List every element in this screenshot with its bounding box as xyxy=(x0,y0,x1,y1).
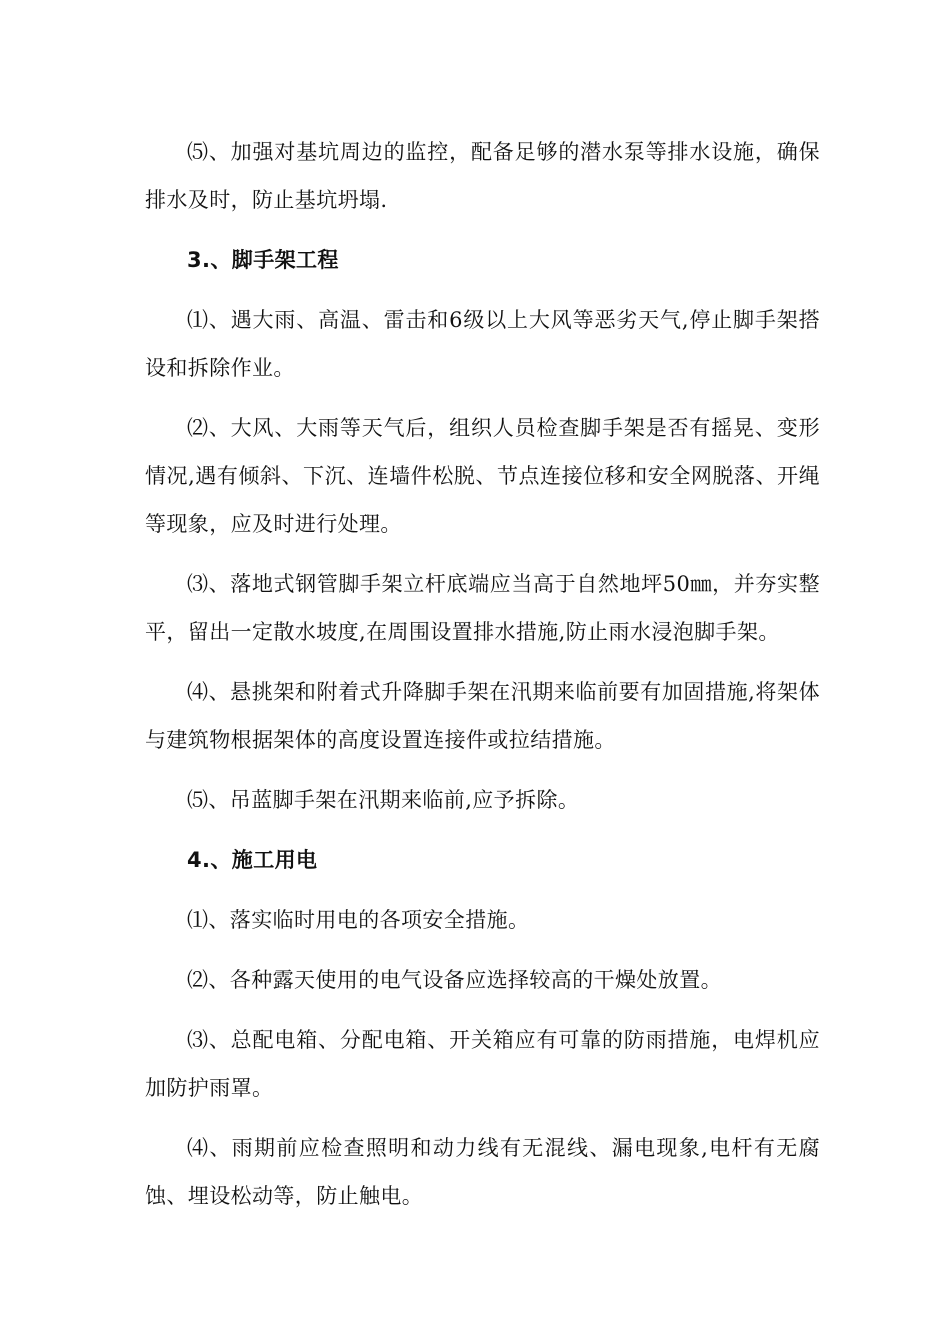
paragraph-distribution-boxes: ⑶、总配电箱、分配电箱、开关箱应有可靠的防雨措施，电焊机应加防护雨罩。 xyxy=(145,1028,820,1100)
paragraph-scaffold-inspection: ⑵、大风、大雨等天气后，组织人员检查脚手架是否有摇晃、变形情况,遇有倾斜、下沉、连墙件松脱、节点连接位移和安全网脱落、开绳等现象，应及时进行处理。 xyxy=(145,416,820,536)
paragraph-hanging-scaffold: ⑸、吊蓝脚手架在汛期来临前,应予拆除。 xyxy=(187,788,580,812)
paragraph-scaffold-reinforcement: ⑷、悬挑架和附着式升降脚手架在汛期来临前要有加固措施,将架体与建筑物根据架体的高度设置连接件或拉结措施。 xyxy=(145,680,820,752)
section-heading-scaffolding: 3.、脚手架工程 xyxy=(187,248,339,272)
document-body xyxy=(145,128,820,1232)
paragraph-electric-safety: ⑴、落实临时用电的各项安全措施。 xyxy=(187,908,530,932)
section-heading-electricity: 4.、施工用电 xyxy=(187,848,318,872)
paragraph-scaffold-foundation: ⑶、落地式钢管脚手架立杆底端应当高于自然地坪50㎜，并夯实整平，留出一定散水坡度,在周围设置排水措施,防止雨水浸泡脚手架。 xyxy=(145,572,820,644)
paragraph-outdoor-equipment: ⑵、各种露天使用的电气设备应选择较高的干燥处放置。 xyxy=(187,968,722,992)
paragraph-pit-monitoring: ⑸、加强对基坑周边的监控，配备足够的潜水泵等排水设施，确保排水及时，防止基坑坍塌. xyxy=(145,140,820,212)
paragraph-line-inspection: ⑷、雨期前应检查照明和动力线有无混线、漏电现象,电杆有无腐蚀、埋设松动等，防止触电。 xyxy=(145,1136,820,1208)
paragraph-scaffold-bad-weather: ⑴、遇大雨、高温、雷击和6级以上大风等恶劣天气,停止脚手架搭设和拆除作业。 xyxy=(145,308,820,380)
